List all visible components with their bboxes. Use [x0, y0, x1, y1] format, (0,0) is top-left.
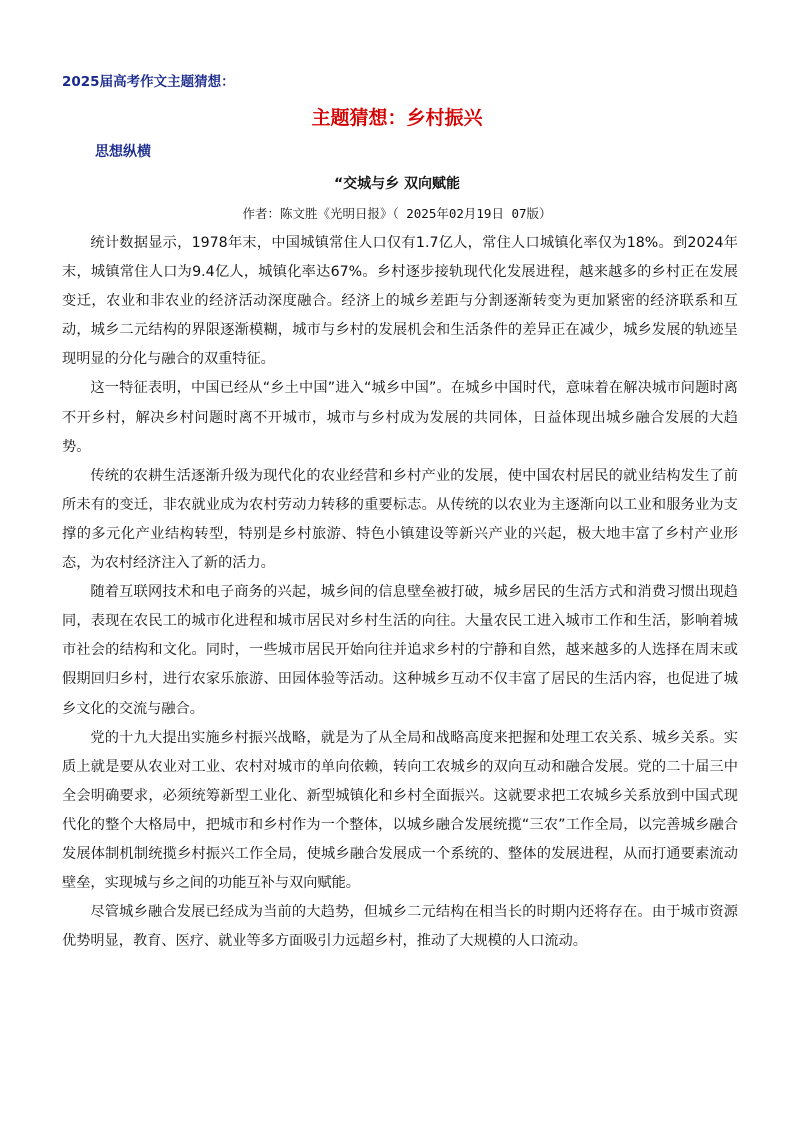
main-title: 主题猜想：乡村振兴 — [311, 107, 483, 129]
article-title: “交城与乡 双向赋能 — [333, 176, 461, 192]
paragraph: 这一特征表明，中国已经从“乡土中国”进入“城乡中国”。在城乡中国时代，意味着在解决城市问题时离不开乡村，解决乡村问题时离不开城市，城市与乡村成为发展的共同体，日益体现出城乡融合发展的大趋势。 — [62, 380, 738, 455]
paragraph: 传统的农耕生活逐渐升级为现代化的农业经营和乡村产业的发展，使中国农村居民的就业结构发生了前所未有的变迁，非农就业成为农村劳动力转移的重要标志。从传统的以农业为主逐渐向以工业和服务业为支撑的多元化产业结构转型，特别是乡村旅游、特色小镇建设等新兴产业的兴起，极大地丰富了乡村产业形态，为农村经济注入了新的活力。 — [62, 467, 738, 572]
paragraph: 党的十九大提出实施乡村振兴战略，就是为了从全局和战略高度来把握和处理工农关系、城乡关系。实质上就是要从农业对工业、农村对城市的单向依赖，转向工农城乡的双向互动和融合发展。党的二十届三中全会明确要求，必须统筹新型工业化、新型城镇化和乡村全面振兴。这就要求把工农城乡关系放到中国式现代化的整个大格局中，把城市和乡村作为一个整体，以城乡融合发展统揽“三农”工作全局，以完善城乡融合发展体制机制统揽乡村振兴工作全局，使城乡融合发展成一个系统的、整体的发展进程，从而打通要素流动壁垒，实现城与乡之间的功能互补与双向赋能。 — [62, 729, 738, 892]
document-header-label: 2025届高考作文主题猜想： — [62, 74, 235, 90]
section-heading: 思想纵横 — [95, 144, 151, 160]
article-byline: 作者：陈文胜《光明日报》（ 2025年02月19日 07版） — [242, 206, 552, 221]
paragraph: 统计数据显示，1978年末，中国城镇常住人口仅有1.7亿人，常住人口城镇化率仅为18%。到2024年末，城镇常住人口为9.4亿人，城镇化率达67%。乡村逐步接轨现代化发展进程，越来越多的乡村正在发展变迁，农业和非农业的经济活动深度融合。经济上的城乡差距与分割逐渐转变为更加紧密的经济联系和互动，城乡二元结构的界限逐渐模糊，城市与乡村的发展机会和生活条件的差异正在减少，城乡发展的轨迹呈现明显的分化与融合的双重特征。 — [62, 235, 738, 368]
paragraph: 尽管城乡融合发展已经成为当前的大趋势，但城乡二元结构在相当长的时期内还将存在。由于城市资源优势明显，教育、医疗、就业等多方面吸引力远超乡村，推动了大规模的人口流动。 — [62, 904, 738, 950]
paragraph: 随着互联网技术和电子商务的兴起，城乡间的信息壁垒被打破，城乡居民的生活方式和消费习惯出现趋同，表现在农民工的城市化进程和城市居民对乡村生活的向往。大量农民工进入城市工作和生活，影响着城市社会的结构和文化。同时，一些城市居民开始向往并追求乡村的宁静和自然，越来越多的人选择在周末或假期回归乡村，进行农家乐旅游、田园体验等活动。这种城乡互动不仅丰富了居民的生活内容，也促进了城乡文化的交流与融合。 — [62, 584, 738, 717]
article-body — [62, 229, 738, 956]
